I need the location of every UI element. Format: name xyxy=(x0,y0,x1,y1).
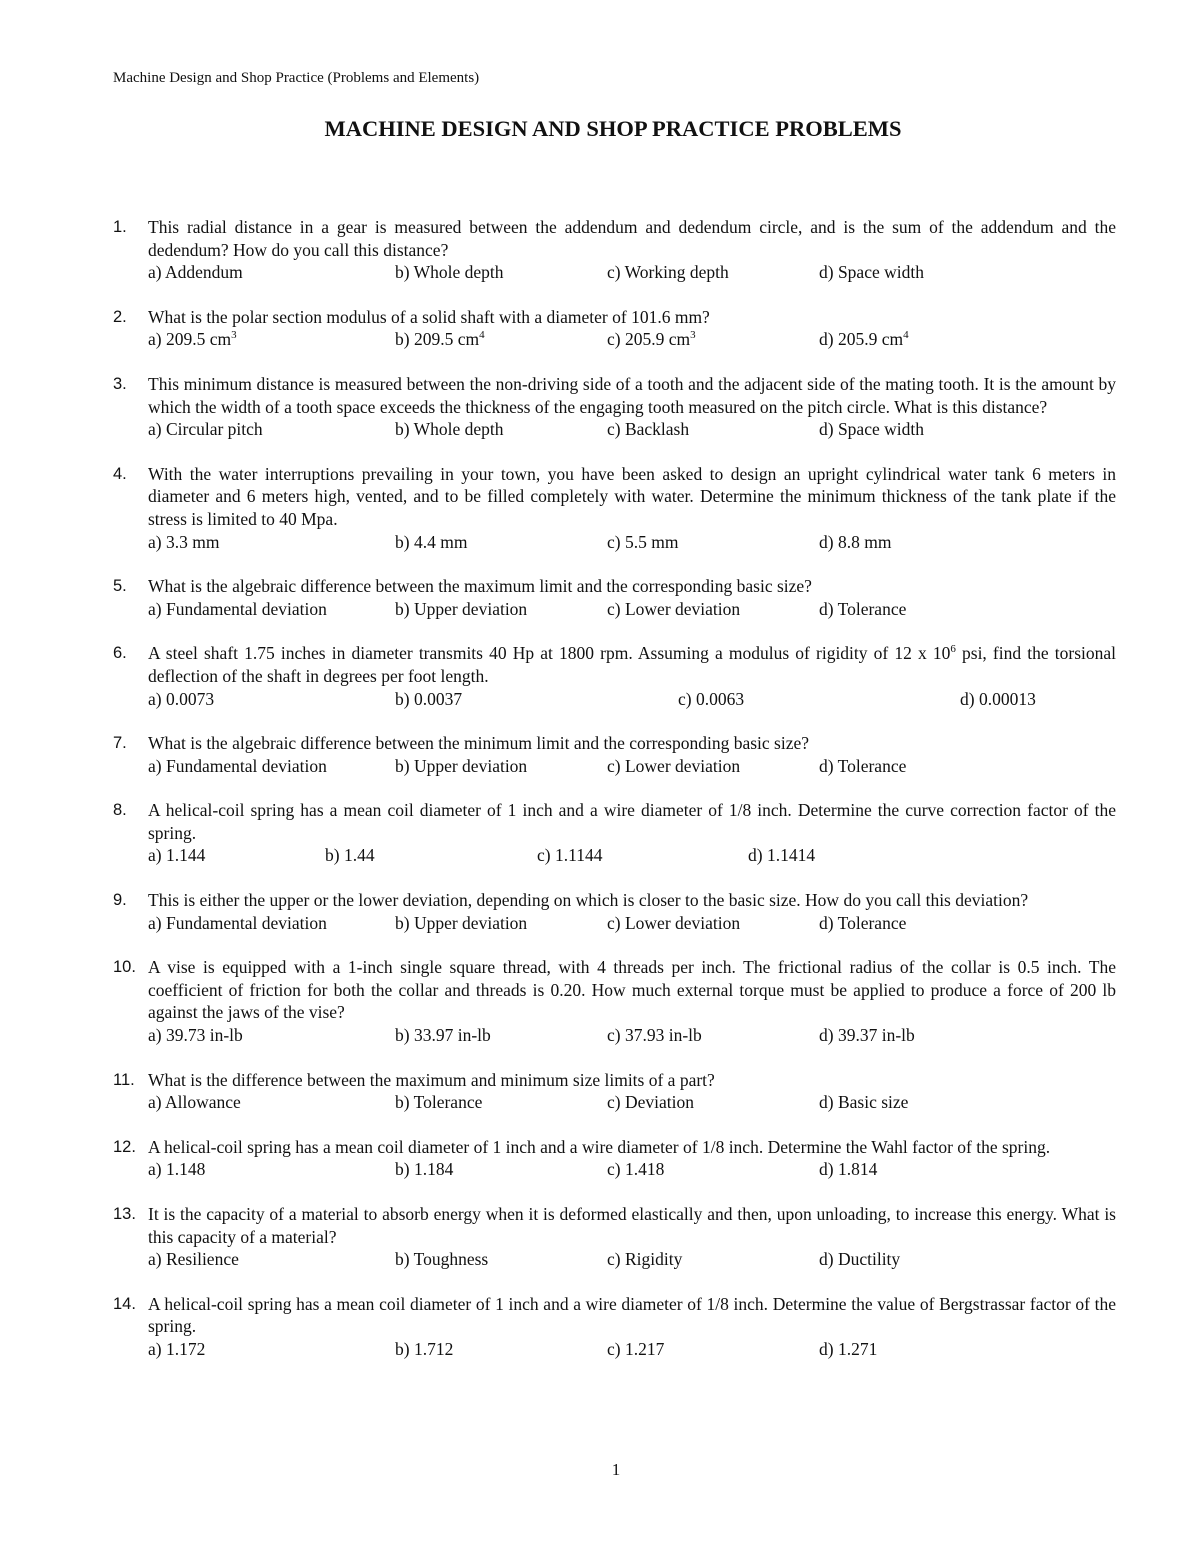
option-text: a) 209.5 cm xyxy=(148,329,232,350)
option-a: a) Addendum xyxy=(148,262,243,283)
question-10 xyxy=(113,956,1116,1046)
question-number: 13. xyxy=(113,1205,136,1223)
exponent: 4 xyxy=(479,329,485,342)
answer-options xyxy=(148,912,1116,935)
option-b: b) Toughness xyxy=(395,1249,489,1270)
option-d: d) Tolerance xyxy=(819,912,907,933)
question-text: A helical-coil spring has a mean coil diameter of 1 inch and a wire diameter of 1/8 inch. Determine the Wahl factor of the spring. xyxy=(148,1136,1051,1157)
option-c: c) 1.217 xyxy=(607,1338,665,1359)
question-text: A helical-coil spring has a mean coil diameter of 1 inch and a wire diameter of 1/8 inch. Determine the value of Bergstrassar factor of the spring. xyxy=(148,1293,1116,1337)
option-b: b) Tolerance xyxy=(395,1092,483,1113)
question-number: 8. xyxy=(113,801,127,820)
answer-options xyxy=(148,261,1116,284)
option-d: d) 0.00013 xyxy=(960,688,1036,709)
option-a: a) Resilience xyxy=(148,1249,239,1270)
option-d: d) 39.37 in-lb xyxy=(819,1025,915,1046)
question-text: With the water interruptions prevailing in your town, you have been asked to design an upright cylindrical water tank 6 meters in diameter and 6 meters high, vented, and to be filled completely with water. Determine the minimum thickness of the tank plate if the stress is limited to 40 Mpa. xyxy=(148,463,1116,529)
question-text: It is the capacity of a material to absorb energy when it is deformed elastically and then, upon unloading, to increase this energy. What is this capacity of a material? xyxy=(148,1204,1116,1247)
answer-options xyxy=(148,328,1116,351)
question-number: 3. xyxy=(113,374,127,393)
option-c: c) 5.5 mm xyxy=(607,531,679,552)
question-text: This minimum distance is measured between the non-driving side of a tooth and the adjacent side of the mating tooth. It is the amount by which the width of a tooth space exceeds the thickness of the engaging tooth measured on the pitch circle. What is this distance? xyxy=(148,373,1116,417)
option-c: c) Lower deviation xyxy=(607,755,741,776)
question-number: 10. xyxy=(113,958,136,977)
question-number: 11. xyxy=(113,1070,135,1089)
answer-options xyxy=(148,844,1116,867)
option-a: a) 0.0073 xyxy=(148,688,215,709)
option-b: b) 1.44 xyxy=(325,845,375,866)
option-c: c) 0.0063 xyxy=(678,688,745,709)
option-c: c) Working depth xyxy=(607,262,729,283)
option-d: d) 1.814 xyxy=(819,1159,878,1180)
option-d: d) Space width xyxy=(819,262,924,283)
question-number: 9. xyxy=(113,891,127,910)
page-number: 1 xyxy=(611,1460,621,1479)
option-d: d) Basic size xyxy=(819,1092,909,1113)
question-12 xyxy=(113,1136,1116,1181)
question-8 xyxy=(113,799,1116,867)
question-4 xyxy=(113,463,1116,553)
option-c: c) Backlash xyxy=(607,419,690,440)
question-text xyxy=(148,642,1116,687)
question-11 xyxy=(113,1069,1116,1114)
option-c xyxy=(607,328,696,351)
option-a xyxy=(148,328,237,351)
option-b: b) Upper deviation xyxy=(395,912,528,933)
option-b xyxy=(395,328,485,351)
answer-options xyxy=(148,598,1116,621)
option-b: b) 1.184 xyxy=(395,1159,454,1180)
option-c: c) 1.1144 xyxy=(537,845,603,866)
option-c: c) 1.418 xyxy=(607,1159,665,1180)
exponent: 6 xyxy=(950,643,956,656)
option-a: a) Fundamental deviation xyxy=(148,912,327,933)
option-text: d) 205.9 cm xyxy=(819,329,904,350)
answer-options xyxy=(148,1158,1116,1181)
question-number: 6. xyxy=(113,644,127,663)
question-number: 1. xyxy=(113,218,127,236)
option-c: c) Deviation xyxy=(607,1092,694,1113)
answer-options xyxy=(148,418,1116,441)
answer-options xyxy=(148,1338,1116,1361)
option-a: a) Allowance xyxy=(148,1092,241,1113)
question-text: What is the difference between the maximum and minimum size limits of a part? xyxy=(148,1069,715,1090)
option-text: c) 205.9 cm xyxy=(607,329,691,350)
answer-options xyxy=(148,531,1116,554)
option-d xyxy=(819,328,909,351)
option-c: c) Lower deviation xyxy=(607,912,741,933)
option-b: b) 0.0037 xyxy=(395,688,463,709)
option-b: b) 1.712 xyxy=(395,1338,454,1359)
answer-options xyxy=(148,688,1116,711)
question-9 xyxy=(113,889,1116,934)
exponent: 3 xyxy=(690,329,696,342)
option-b: b) 33.97 in-lb xyxy=(395,1025,491,1046)
option-b: b) Upper deviation xyxy=(395,755,528,776)
question-number: 5. xyxy=(113,577,127,596)
question-text: What is the algebraic difference between the maximum limit and the corresponding basic size? xyxy=(148,576,812,597)
option-d: d) Tolerance xyxy=(819,598,907,619)
answer-options xyxy=(148,1248,1116,1271)
question-3 xyxy=(113,373,1116,441)
option-a: a) 39.73 in-lb xyxy=(148,1025,243,1046)
option-a: a) 3.3 mm xyxy=(148,531,220,552)
question-1 xyxy=(113,216,1116,284)
exponent: 4 xyxy=(903,329,909,342)
option-b: b) Whole depth xyxy=(395,419,504,440)
question-list xyxy=(113,216,1116,1383)
exponent: 3 xyxy=(231,329,237,342)
option-b: b) Upper deviation xyxy=(395,598,528,619)
option-b: b) 4.4 mm xyxy=(395,531,468,552)
option-c: c) 37.93 in-lb xyxy=(607,1025,702,1046)
option-a: a) Fundamental deviation xyxy=(148,598,327,619)
answer-options xyxy=(148,1024,1116,1047)
option-a: a) 1.148 xyxy=(148,1159,206,1180)
option-a: a) Circular pitch xyxy=(148,419,263,440)
option-a: a) 1.172 xyxy=(148,1338,206,1359)
question-text: A helical-coil spring has a mean coil diameter of 1 inch and a wire diameter of 1/8 inch. Determine the curve correction factor of the spring. xyxy=(148,800,1116,843)
question-number: 7. xyxy=(113,734,127,753)
question-text: A vise is equipped with a 1-inch single square thread, with 4 threads per inch. The frictional radius of the collar is 0.5 inch. The coefficient of friction for both the collar and threads is 0.20. How much external torque must be applied to produce a force of 200 lb against the jaws of the vise? xyxy=(148,957,1116,1023)
option-d: d) 1.1414 xyxy=(748,845,816,866)
option-c: c) Lower deviation xyxy=(607,598,741,619)
option-d: d) Ductility xyxy=(819,1249,901,1270)
question-text: What is the algebraic difference between the minimum limit and the corresponding basic size? xyxy=(148,733,810,754)
answer-options xyxy=(148,755,1116,778)
question-13 xyxy=(113,1203,1116,1271)
question-text-part: psi, find the torsional deflection of the shaft in degrees per foot length. xyxy=(148,643,1116,686)
question-text: What is the polar section modulus of a solid shaft with a diameter of 101.6 mm? xyxy=(148,306,710,327)
page-title: MACHINE DESIGN AND SHOP PRACTICE PROBLEMS xyxy=(324,116,902,141)
answer-options xyxy=(148,1091,1116,1114)
option-d: d) Tolerance xyxy=(819,755,907,776)
option-text: b) 209.5 cm xyxy=(395,329,480,350)
option-b: b) Whole depth xyxy=(395,262,504,283)
option-d: d) 8.8 mm xyxy=(819,531,892,552)
question-7 xyxy=(113,732,1116,777)
question-number: 12. xyxy=(113,1137,136,1156)
question-text: This radial distance in a gear is measured between the addendum and dedendum circle, and is the sum of the addendum and the dedendum? How do you call this distance? xyxy=(148,217,1116,260)
question-number: 4. xyxy=(113,464,127,483)
question-text: This is either the upper or the lower deviation, depending on which is closer to the basic size. How do you call this deviation? xyxy=(148,890,1029,911)
option-a: a) 1.144 xyxy=(148,845,206,866)
option-d: d) Space width xyxy=(819,419,924,440)
option-a: a) Fundamental deviation xyxy=(148,755,327,776)
question-2 xyxy=(113,306,1116,351)
question-text-part: A steel shaft 1.75 inches in diameter transmits 40 Hp at 1800 rpm. Assuming a modulus of rigidity of 12 x 10 xyxy=(148,643,951,664)
question-5 xyxy=(113,575,1116,620)
option-d: d) 1.271 xyxy=(819,1338,878,1359)
question-number: 14. xyxy=(113,1294,136,1313)
question-6 xyxy=(113,642,1116,710)
question-14 xyxy=(113,1293,1116,1361)
question-number: 2. xyxy=(113,307,127,326)
running-header: Machine Design and Shop Practice (Problems and Elements) xyxy=(113,70,480,86)
option-c: c) Rigidity xyxy=(607,1249,683,1270)
